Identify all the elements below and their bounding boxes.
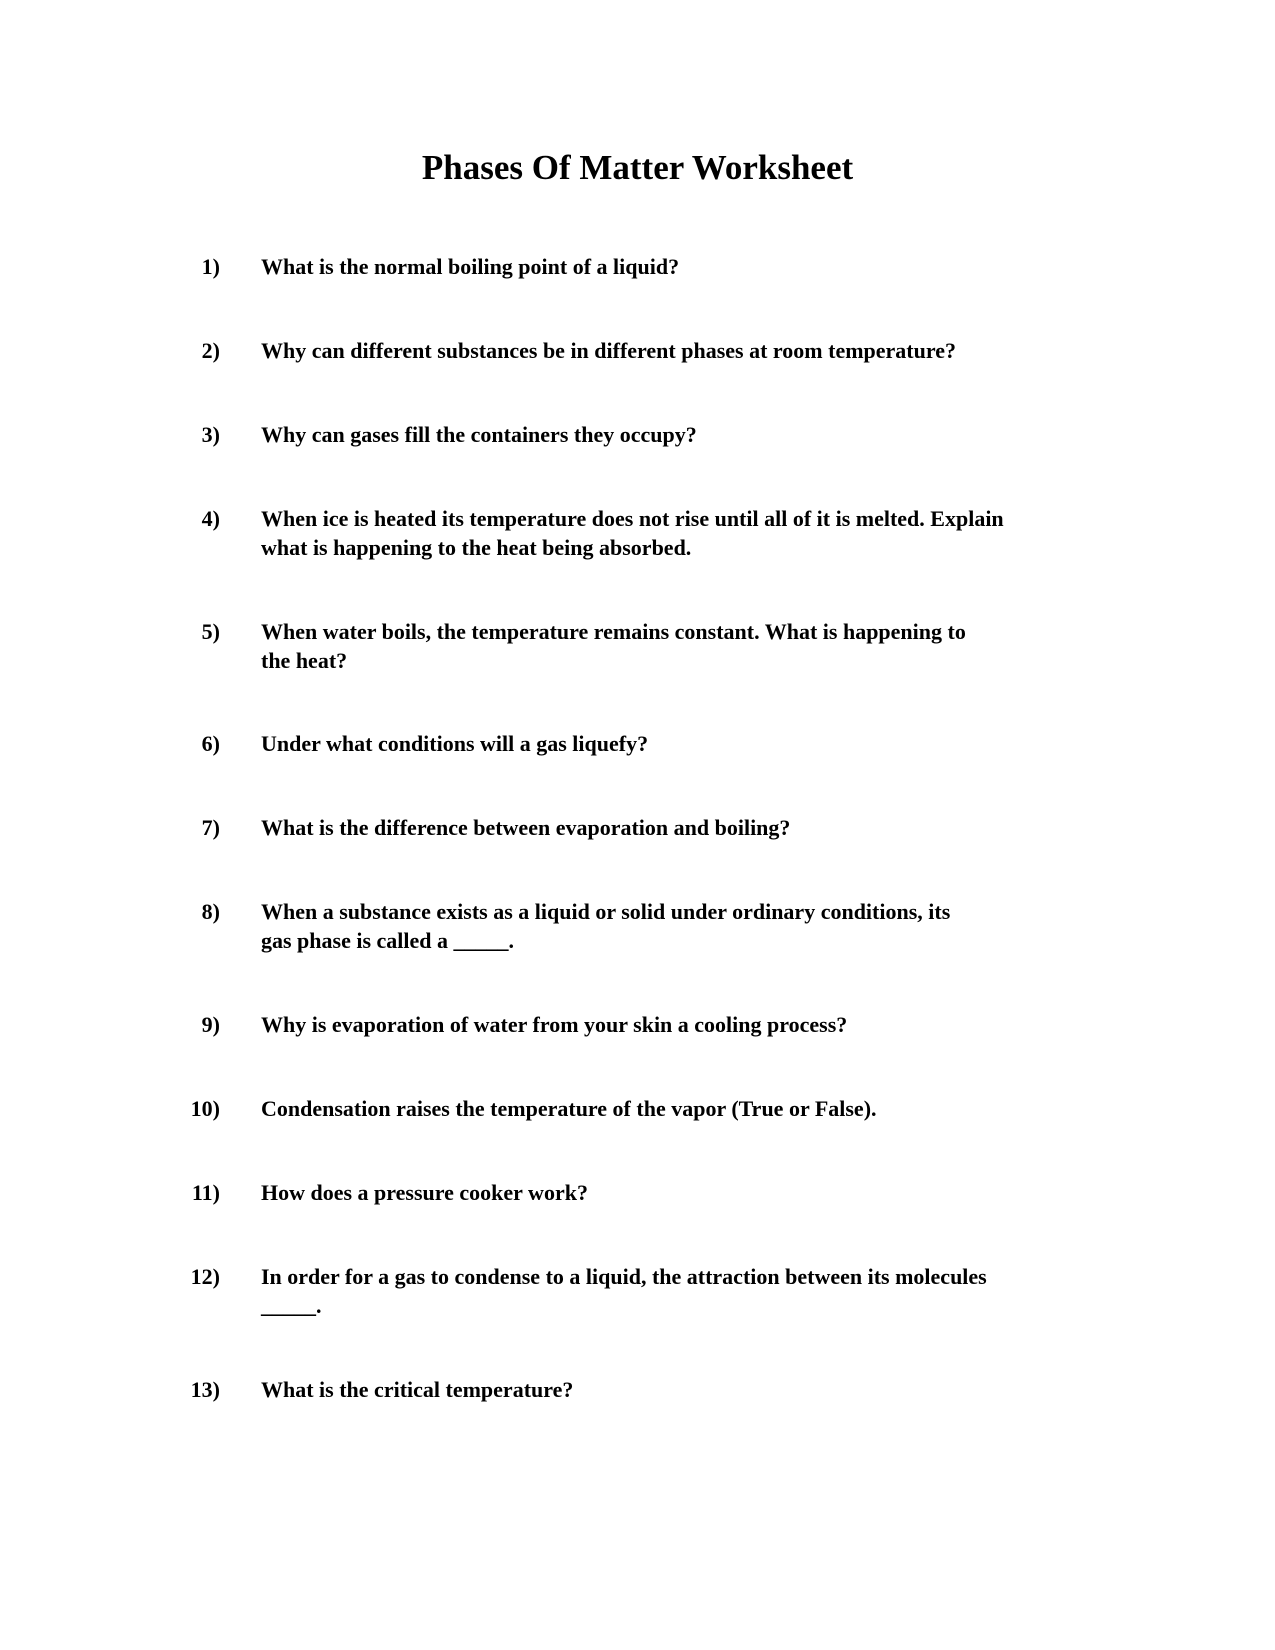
question-number: 10): [190, 1096, 220, 1121]
question-text: Condensation raises the temperature of the vapor (True or False).: [261, 1096, 877, 1121]
question-text: Why can gases fill the containers they occupy?: [261, 422, 697, 447]
question-text: Under what conditions will a gas liquefy?: [261, 731, 649, 756]
question-text: What is the critical temperature?: [261, 1377, 574, 1402]
question-number: 7): [201, 815, 220, 840]
question-text: How does a pressure cooker work?: [261, 1180, 588, 1205]
question-number: 4): [201, 506, 220, 531]
question-number: 8): [201, 899, 220, 924]
question-text: When water boils, the temperature remains constant. What is happening to the heat?: [261, 619, 966, 673]
question-number: 11): [191, 1180, 220, 1205]
worksheet-title: Phases Of Matter Worksheet: [421, 148, 854, 187]
question-text: When ice is heated its temperature does not rise until all of it is melted. Explain what is happening to the heat being absorbed.: [261, 506, 1004, 560]
question-number: 1): [201, 254, 220, 279]
question-number: 13): [190, 1377, 220, 1402]
question-number: 2): [201, 338, 220, 363]
question-number: 3): [201, 422, 220, 447]
question-text: What is the difference between evaporation and boiling?: [261, 815, 791, 840]
question-text: Why can different substances be in different phases at room temperature?: [261, 338, 956, 363]
question-text: When a substance exists as a liquid or solid under ordinary conditions, its gas phase is called a _____.: [261, 899, 951, 953]
question-number: 9): [201, 1012, 220, 1037]
question-number: 12): [190, 1264, 220, 1289]
question-text: Why is evaporation of water from your skin a cooling process?: [261, 1012, 848, 1037]
question-text: What is the normal boiling point of a liquid?: [261, 254, 680, 279]
question-text: In order for a gas to condense to a liquid, the attraction between its molecules _____.: [261, 1264, 987, 1318]
question-number: 6): [201, 731, 220, 756]
question-number: 5): [201, 619, 220, 644]
